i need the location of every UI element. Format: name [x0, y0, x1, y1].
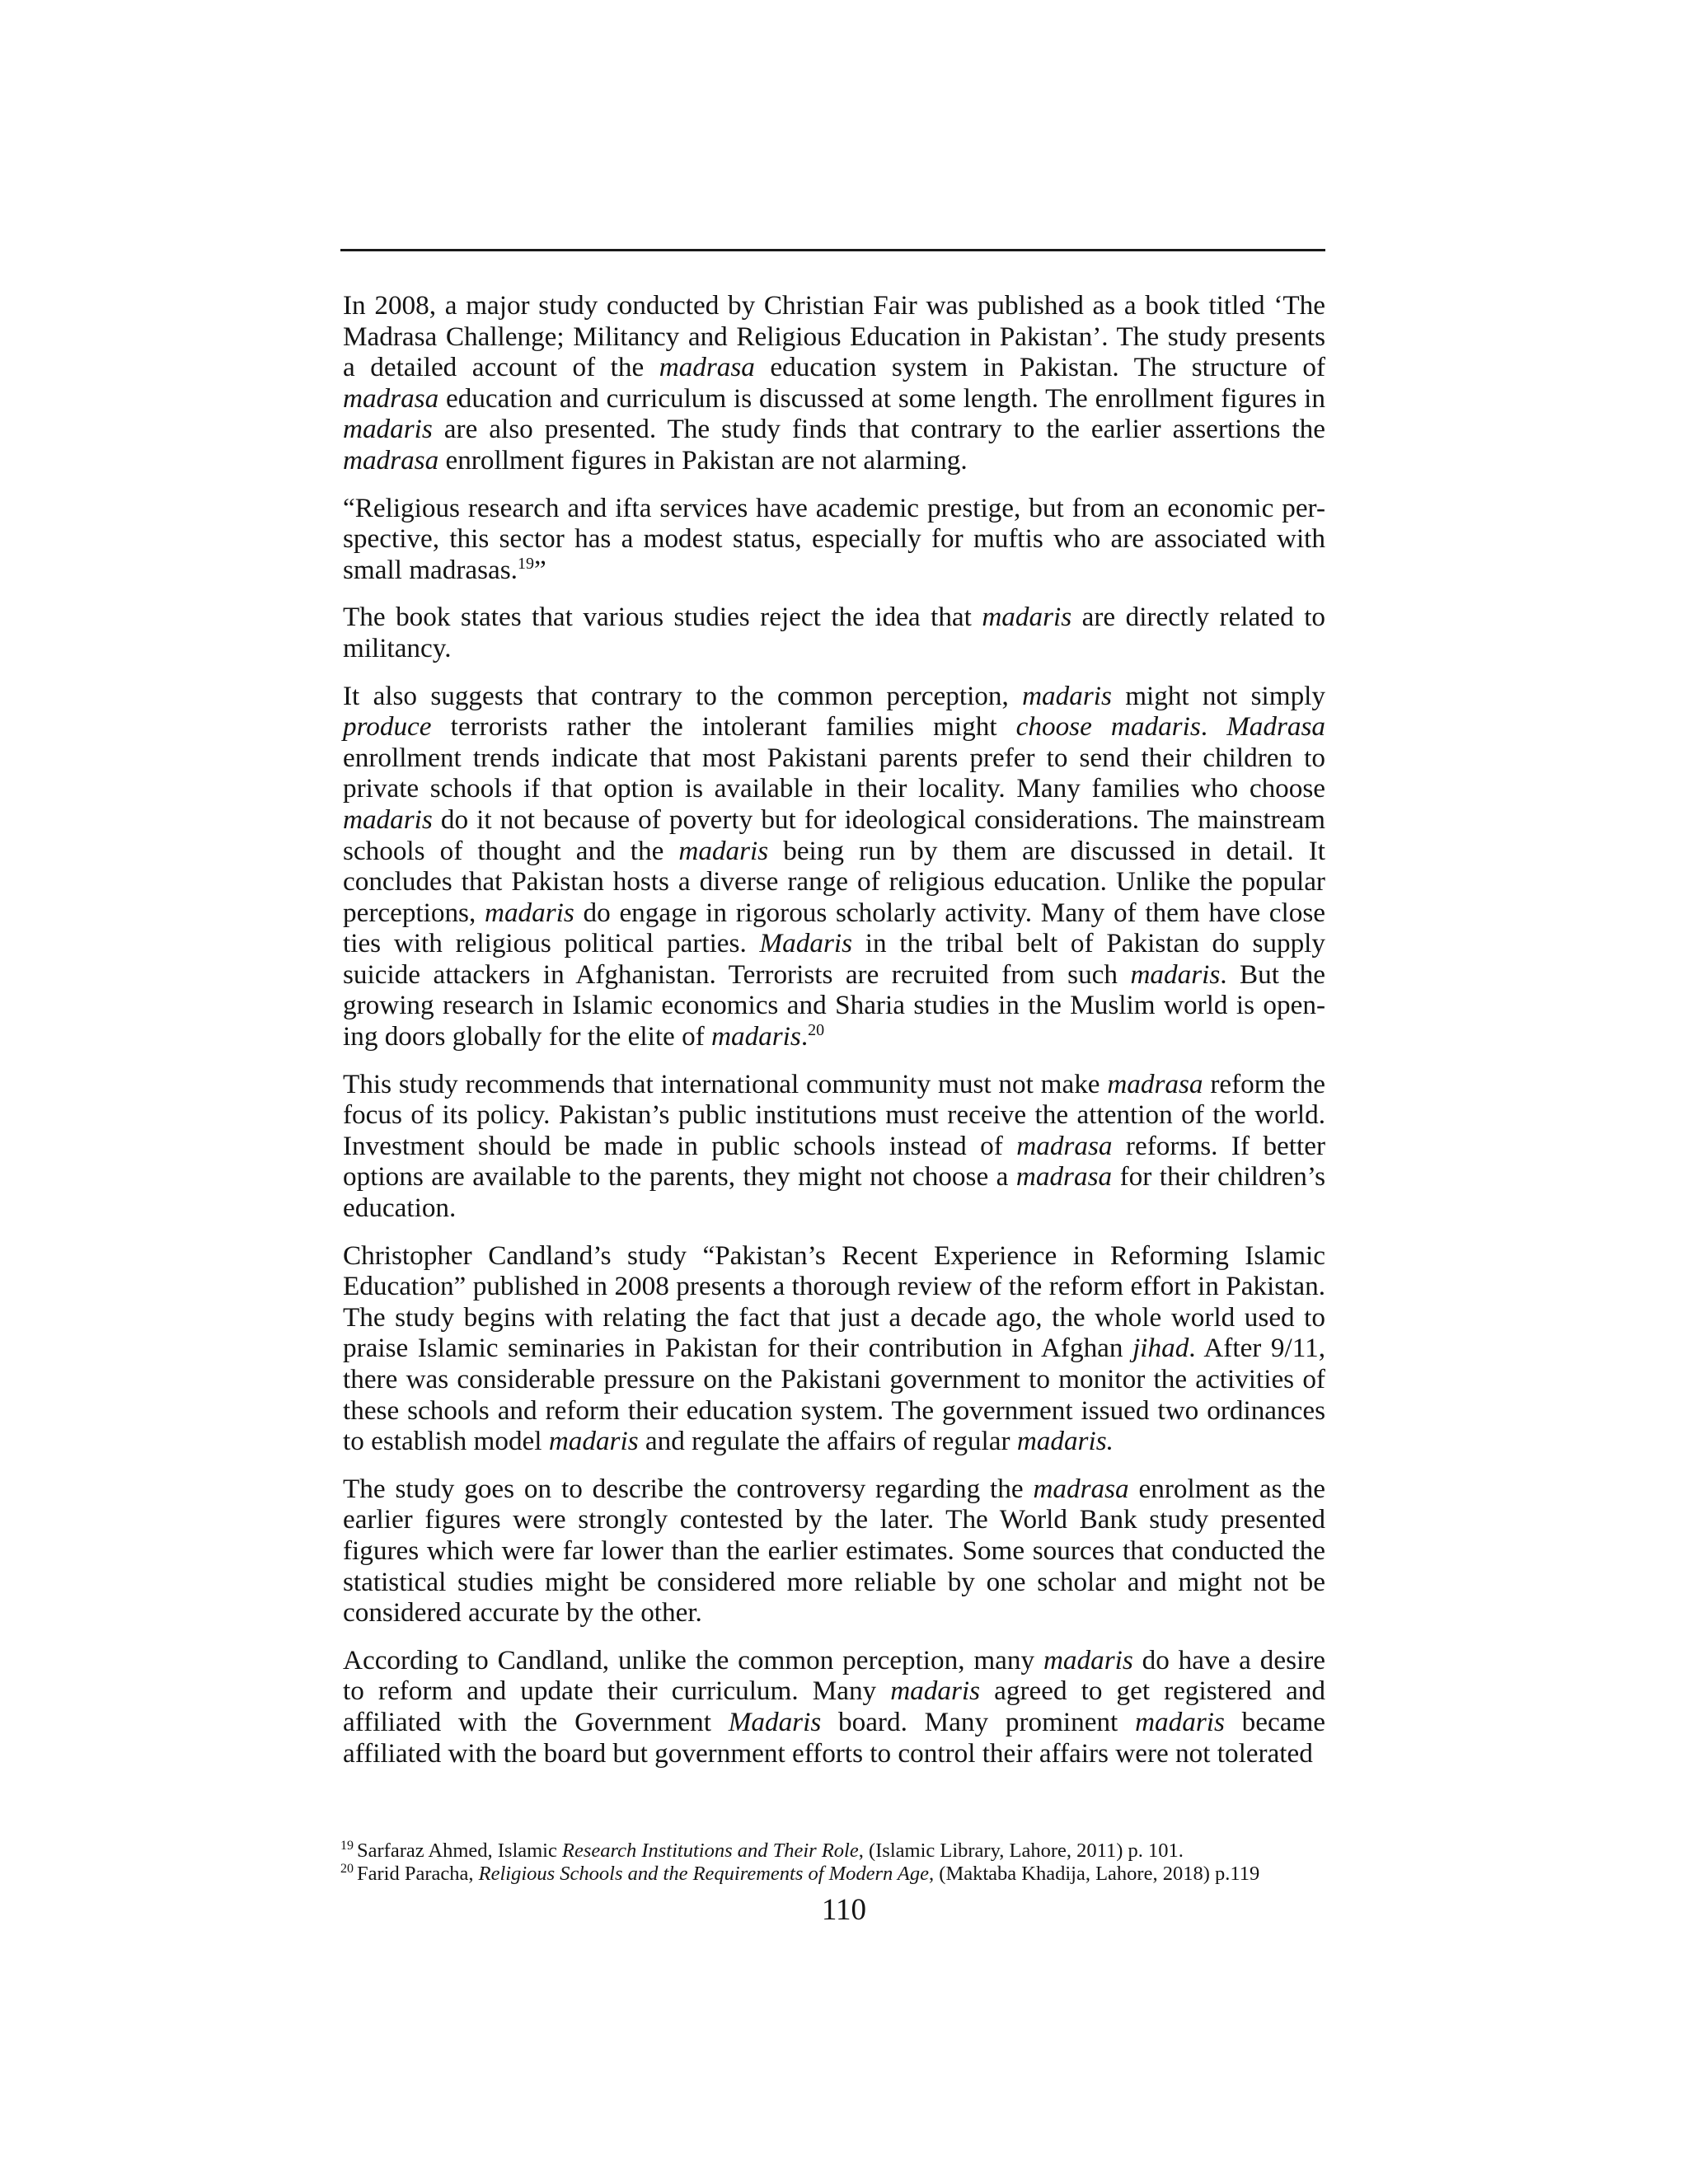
header-rule	[340, 249, 1325, 251]
paragraph-7: The study goes on to describe the controversy regarding the madrasa enrolment as the earlier figures were strongly contested by the later. The World Bank study presented figures which were far lower than the earlier estimates. Some sources that conducted the statistical studies might be considered more reliable by one scholar and might not be considered accurate by the other.	[343, 1473, 1325, 1629]
footnote-20: $^{20}$ Farid Paracha, Religious Schools and the Requirements of Modern Age, (Maktaba Khadija, Lahore, 2018) p.119	[340, 1861, 1260, 1885]
footnotes	[340, 1840, 1329, 1886]
paragraph-6: Christopher Candland’s study “Pakistan’s Recent Experience in Reforming Islamic Education” published in 2008 presents a thorough review of the reform effort in Pakistan. The study begins with relating the fact that just a decade ago, the whole world used to praise Islamic seminaries in Pakistan for their contribution in Afghan jihad. After 9/11, there was considerable pressure on the Pakistani government to monitor the activities of these schools and reform their education system. The government issued two ordinances to establish model madaris and regulate the affairs of regular madaris.	[343, 1240, 1325, 1457]
footnote-ref-20: 20	[808, 1021, 825, 1039]
footnote-19: $^{19}$ Sarfaraz Ahmed, Islamic Research Institutions and Their Role, (Islamic Library, Lahore, 2011) p. 101.	[340, 1838, 1184, 1862]
paragraph-4: It also suggests that contrary to the common perception, madaris might not simply produce terrorists rather the intolerant families might choose madaris. Madrasa enrollment trends indicate that most Pakistani parents prefer to send their children to private schools if that option is available in their locality. Many families who choose madaris do it not because of poverty but for ideological considerations. The mainstream schools of thought and the madaris being run by them are discussed in detail. It concludes that Pakistan hosts a diverse range of religious education. Unlike the popular perceptions, madaris do engage in rigorous scholarly activity. Many of them have close ties with religious political parties. Madaris in the tribal belt of Pakistan do supply suicide attackers in Afghanistan. Terrorists are recruited from such madaris. But the growing research in Islamic economics and Sharia studies in the Muslim world is open-ing doors globally for the elite of madaris.$^{20}$	[343, 680, 1325, 1052]
paragraph-2-quote: “Religious research and ifta services have academic prestige, but from an economic per-spective, this sector has a modest status, especially for muftis who are associated with small madrasas.$^{19}$”	[343, 492, 1325, 585]
paragraph-1: In 2008, a major study conducted by Christian Fair was published as a book titled ‘The Madrasa Challenge; Militancy and Religious Education in Pakistan’. The study presents a detailed account of the madrasa education system in Pakistan. The structure of madrasa education and curriculum is discussed at some length. The enrollment figures in madaris are also presented. The study finds that contrary to the earlier assertions the madrasa enrollment figures in Pakistan are not alarming.	[343, 290, 1325, 476]
paragraph-3: The book states that various studies reject the idea that madaris are directly related to militancy.	[343, 602, 1326, 663]
footnote-ref-19: 19	[517, 554, 534, 573]
paragraph-5: This study recommends that international community must not make madrasa reform the focus of its policy. Pakistan’s public institutions must receive the attention of the world. Investment should be made in public schools instead of madrasa reforms. If better options are available to the parents, they might not choose a madrasa for their children’s education.	[343, 1068, 1326, 1224]
body-text	[343, 290, 1325, 1785]
page-number: 110	[821, 1893, 867, 1927]
paragraph-8: According to Candland, unlike the common perception, many madaris do have a desire to reform and update their curriculum. Many madaris agreed to get registered and affiliated with the Government Madaris board. Many prominent madaris became affiliated with the board but government efforts to control their affairs were not tolerated	[343, 1644, 1326, 1769]
